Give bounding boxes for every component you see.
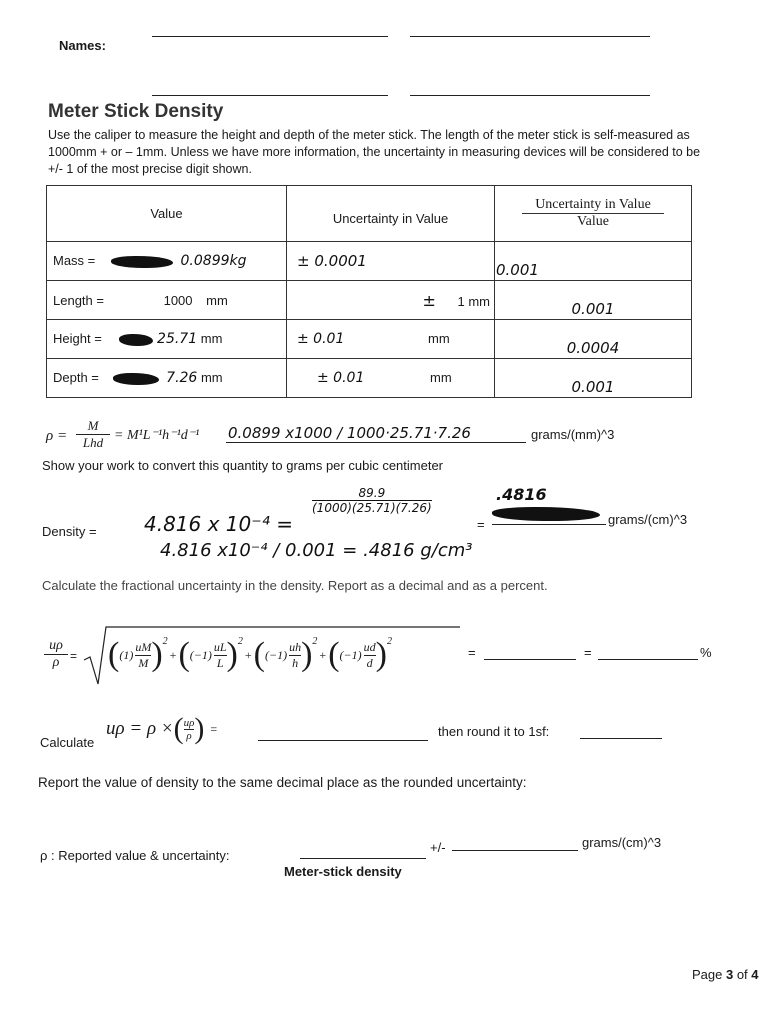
name-line-4[interactable] [410,95,650,96]
density-unit-cm: grams/(cm)^3 [608,512,688,527]
calc-equals: = [210,721,218,736]
names-label: Names: [59,38,106,53]
plus-sign: + [244,647,252,662]
density-equals: = [477,517,485,532]
lhs-numerator: uρ [44,638,68,655]
cell-unc-value[interactable]: 0.0004 [566,339,620,357]
cell-uncertainty[interactable]: ± 0.01 [317,370,365,386]
header-unc-value-bottom: Value [577,214,609,229]
term-4: ( (−1) $\frac{ud}{d}$ ) $^2$ [328,636,392,673]
rho-symbol: ρ = [46,428,68,444]
page-prefix: Page [692,967,726,982]
density-result[interactable]: .4816 [496,485,547,504]
frac-percent-line[interactable] [598,659,698,660]
page-mid: of [733,967,752,982]
cell-value-unit: mm [206,292,228,308]
row-label: Mass = [53,253,96,268]
density-work-line1[interactable]: 4.816 x 10⁻⁴ = [144,512,293,536]
page-num: 3 [725,967,734,982]
scribble-mark [119,334,153,346]
term-exp: 2 [386,636,392,647]
cell-value[interactable]: 7.26 [166,370,198,386]
scribble-mark [113,373,159,385]
density-work-fraction[interactable] [312,486,432,515]
cell-unc-value[interactable]: 0.001 [571,300,615,318]
term-num: uM [135,639,152,654]
density-work-line2[interactable]: 4.816 x10⁻⁴ / 0.001 = .4816 g/cm³ [160,540,473,561]
table-row [47,281,692,320]
frac-unc-lhs-equals: = [70,649,78,663]
calc-formula-text: uρ = ρ × [106,718,174,739]
report-unit: grams/(cm)^3 [582,835,662,850]
cell-unc-unit: 1 mm [457,293,490,309]
term-exp: 2 [162,636,168,647]
table-row [47,320,692,359]
term-exp: 2 [312,636,318,647]
row-label: Height = [53,331,102,346]
rho-label: ρ : Reported value & uncertainty: [40,848,230,863]
page-number [692,967,759,982]
density-result-line [492,524,606,525]
term-2: ( (−1) $\frac{uL}{L}$ ) $^2$ [178,636,243,673]
term-coef: (1) [119,647,134,662]
table-row [47,359,692,398]
fraction-numerator: M [76,418,110,435]
cell-unc-value[interactable]: 0.001 [571,378,615,396]
cell-unc-unit: mm [427,331,450,346]
cell-uncertainty[interactable]: ± [422,290,436,310]
work-frac-den: (1000)(25.71)(7.26) [312,501,432,515]
cell-uncertainty[interactable]: ± 0.0001 [297,252,367,270]
term-1: ( (1) $\frac{uM}{M}$ ) $^2$ [108,636,168,673]
row-label: Length = [53,292,104,308]
fractional-prompt: Calculate the fractional uncertainty in the density. Report as a decimal and as a percent. [42,578,548,593]
percent-sign: % [700,645,712,660]
plus-minus: +/- [430,840,446,855]
calc-num: uρ [183,716,195,729]
cell-value: 1000 [163,292,193,308]
report-prompt: Report the value of density to the same decimal place as the rounded uncertainty: [38,775,527,790]
frac-equals-1: = [468,645,476,660]
header-value: Value [47,186,287,242]
density-label: Density = [42,524,97,539]
round-label: then round it to 1sf: [438,724,550,739]
work-frac-num: 89.9 [312,486,432,501]
density-fraction [76,418,110,451]
calc-den: ρ [186,729,192,742]
instructions: Use the caliper to measure the height and depth of the meter stick. The length of the meter stick is self-measured as 1000mm + or – 1mm. Unless we have more information, the uncertainty in measuring devices will be considered to be +/- 1 of the most precise digit shown. [48,128,701,176]
calc-formula: uρ = ρ × ( $\frac{u\rho}{\rho}$ ) = [106,712,218,745]
fraction-denominator: Lhd [82,435,104,450]
term-coef: (−1) [264,647,288,662]
cell-uncertainty[interactable]: ± 0.01 [297,331,345,347]
row-label: Depth = [53,370,99,385]
frac-equals-2: = [584,645,592,660]
round-answer-line[interactable] [580,738,662,739]
header-unc-value [495,186,692,242]
scribble-mark [111,256,173,268]
header-uncertainty: Uncertainty in Value [287,186,495,242]
reported-uncertainty-line[interactable] [452,850,578,851]
table-row [47,242,692,281]
cell-value-unit: mm [200,370,223,385]
density-scribble [492,507,600,521]
table-header-row [47,186,692,242]
reported-value-line[interactable] [300,858,426,859]
section-title: Meter Stick Density [48,101,224,122]
frac-decimal-line[interactable] [484,659,576,660]
term-3: ( (−1) $\frac{uh}{h}$ ) $^2$ [253,636,318,673]
header-unc-value-top: Uncertainty in Value [522,197,664,214]
report-caption: Meter-stick density [284,864,402,879]
name-line-3[interactable] [152,95,388,96]
term-coef: (−1) [189,647,212,662]
density-unit-mm: grams/(mm)^3 [531,427,615,442]
frac-unc-lhs [44,638,68,671]
term-coef: (−1) [339,647,362,662]
plus-sign: + [169,647,177,662]
term-den: M [138,655,149,670]
name-line-1[interactable] [152,36,388,37]
term-num: uL [213,639,227,654]
cell-value-unit: mm [200,331,223,346]
convert-prompt: Show your work to convert this quantity to grams per cubic centimeter [42,458,444,473]
page-total: 4 [751,967,759,982]
cell-value[interactable]: 0.0899kg [180,253,247,269]
term-den: L [216,655,224,670]
cell-value[interactable]: 25.71 [157,331,198,347]
calc-label: Calculate [40,735,95,750]
lhs-denominator: ρ [52,655,60,670]
measurements-table [46,185,692,398]
density-expansion: = M¹L⁻¹h⁻¹d⁻¹ [114,428,200,443]
sqrt-body [108,630,392,680]
term-num: ud [363,639,376,654]
plus-sign: + [319,647,327,662]
cell-unc-value[interactable]: 0.001 [496,261,539,279]
term-exp: 2 [237,636,243,647]
density-answer[interactable]: 0.0899 x1000 / 1000·25.71·7.26 [228,424,471,442]
density-answer-line [226,442,526,443]
calc-answer-line[interactable] [258,740,428,741]
term-den: d [366,655,373,670]
term-den: h [292,655,299,670]
term-num: uh [289,639,302,654]
name-line-2[interactable] [410,36,650,37]
cell-unc-unit: mm [429,370,452,385]
